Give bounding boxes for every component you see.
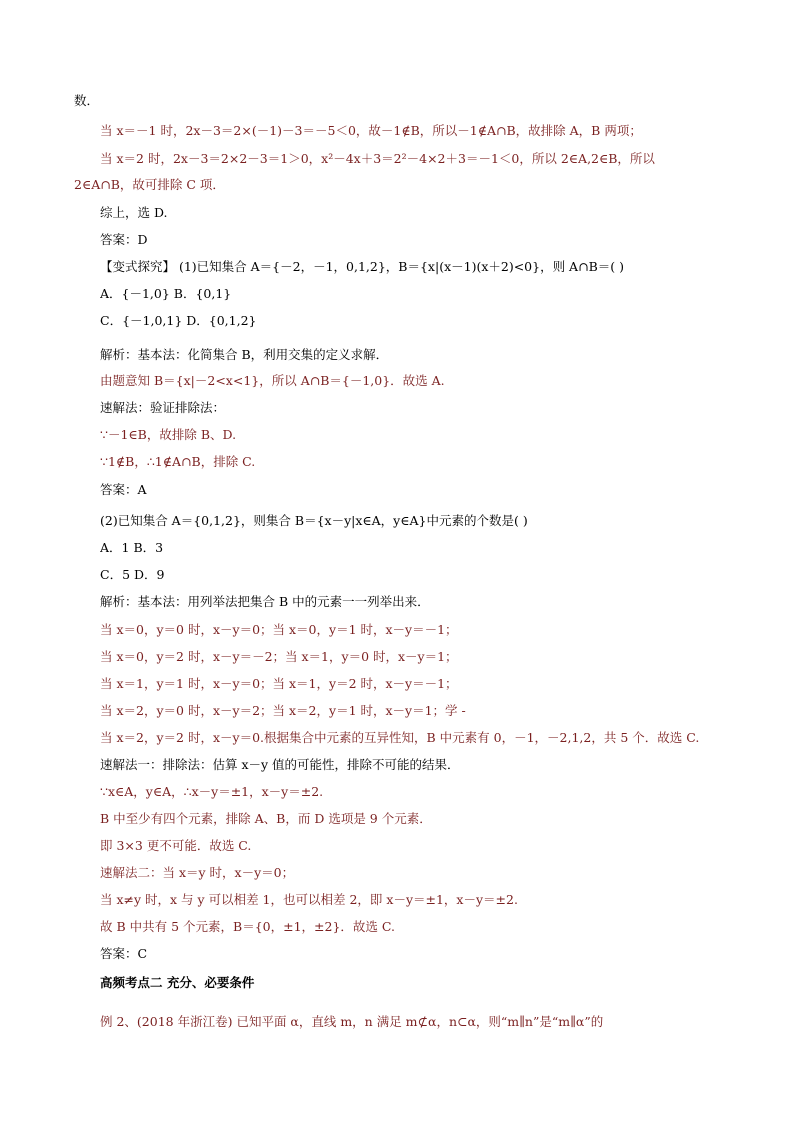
text-line: 答案：C bbox=[100, 946, 148, 961]
text-line: 【变式探究】 (1)已知集合 A＝{－2，－1，0,1,2}，B＝{x|(x－1)(x＋2)<0}，则 A∩B＝( ) bbox=[100, 259, 624, 274]
text-line: 数． bbox=[74, 93, 100, 108]
text-line: 2∈A∩B，故可排除 C 项． bbox=[74, 177, 225, 192]
text-line: A．{－1,0} B．{0,1} bbox=[100, 286, 232, 301]
text-line: 即 3×3 更不可能．故选 C. bbox=[100, 838, 252, 853]
text-line: 速解法一：排除法：估算 x－y 值的可能性，排除不可能的结果． bbox=[100, 757, 460, 772]
text-line: 综上，选 D. bbox=[100, 205, 168, 220]
text-line: C．5 D．9 bbox=[100, 567, 165, 582]
text-line: ∵x∈A，y∈A，∴x－y＝±1，x－y＝±2. bbox=[100, 784, 324, 799]
text-line: 当 x＝2 时，2x－3＝2×2－3＝1＞0，x²－4x＋3＝2²－4×2＋3＝－1＜0，所以 2∈A,2∈B，所以 bbox=[100, 151, 655, 166]
text-line: 当 x＝1，y＝1 时，x－y＝0；当 x＝1，y＝2 时，x－y＝－1； bbox=[100, 676, 458, 691]
text-line: 速解法：验证排除法： bbox=[100, 400, 226, 415]
text-line: C．{－1,0,1} D．{0,1,2} bbox=[100, 313, 257, 328]
section-heading: 高频考点二 充分、必要条件 bbox=[100, 975, 255, 990]
text-line: ∵1∉B，∴1∉A∩B，排除 C. bbox=[100, 454, 256, 469]
text-line: A．1 B．3 bbox=[100, 540, 164, 555]
text-line: 速解法二：当 x＝y 时，x－y＝0； bbox=[100, 865, 295, 880]
text-line: 解析：基本法：用列举法把集合 B 中的元素一一列举出来． bbox=[100, 594, 430, 609]
text-line: 解析：基本法：化简集合 B，利用交集的定义求解． bbox=[100, 347, 389, 362]
text-line: 例 2、(2018 年浙江卷) 已知平面 α，直线 m，n 满足 m⊄α，n⊂α，则“m∥n”是“m∥α”的 bbox=[100, 1014, 604, 1029]
text-line: 当 x＝2，y＝0 时，x－y＝2；当 x＝2，y＝1 时，x－y＝1；学 - bbox=[100, 703, 466, 718]
text-line: B 中至少有四个元素，排除 A、B，而 D 选项是 9 个元素． bbox=[100, 811, 432, 826]
text-line: 答案：D bbox=[100, 232, 148, 247]
text-line: 由题意知 B＝{x|－2<x<1}，所以 A∩B＝{－1,0}．故选 A. bbox=[100, 373, 445, 388]
text-line: 故 B 中共有 5 个元素，B＝{0，±1，±2}．故选 C. bbox=[100, 919, 395, 934]
text-line: 当 x＝0，y＝2 时，x－y＝－2；当 x＝1，y＝0 时，x－y＝1； bbox=[100, 649, 458, 664]
text-line: (2)已知集合 A＝{0,1,2}，则集合 B＝{x－y|x∈A，y∈A}中元素的个数是( ) bbox=[100, 513, 528, 528]
text-line: 当 x＝－1 时，2x－3＝2×(－1)－3＝－5＜0，故－1∉B，所以－1∉A∩B，故排除 A，B 两项； bbox=[100, 123, 642, 138]
text-line: ∵－1∈B，故排除 B、D. bbox=[100, 427, 237, 442]
text-line: 当 x≠y 时，x 与 y 可以相差 1，也可以相差 2，即 x－y＝±1，x－y＝±2. bbox=[100, 892, 518, 907]
text-line: 答案：A bbox=[100, 482, 147, 497]
text-line: 当 x＝2，y＝2 时，x－y＝0.根据集合中元素的互异性知，B 中元素有 0，－1，－2,1,2，共 5 个．故选 C. bbox=[100, 730, 700, 745]
text-line: 当 x＝0，y＝0 时，x－y＝0；当 x＝0，y＝1 时，x－y＝－1； bbox=[100, 622, 458, 637]
